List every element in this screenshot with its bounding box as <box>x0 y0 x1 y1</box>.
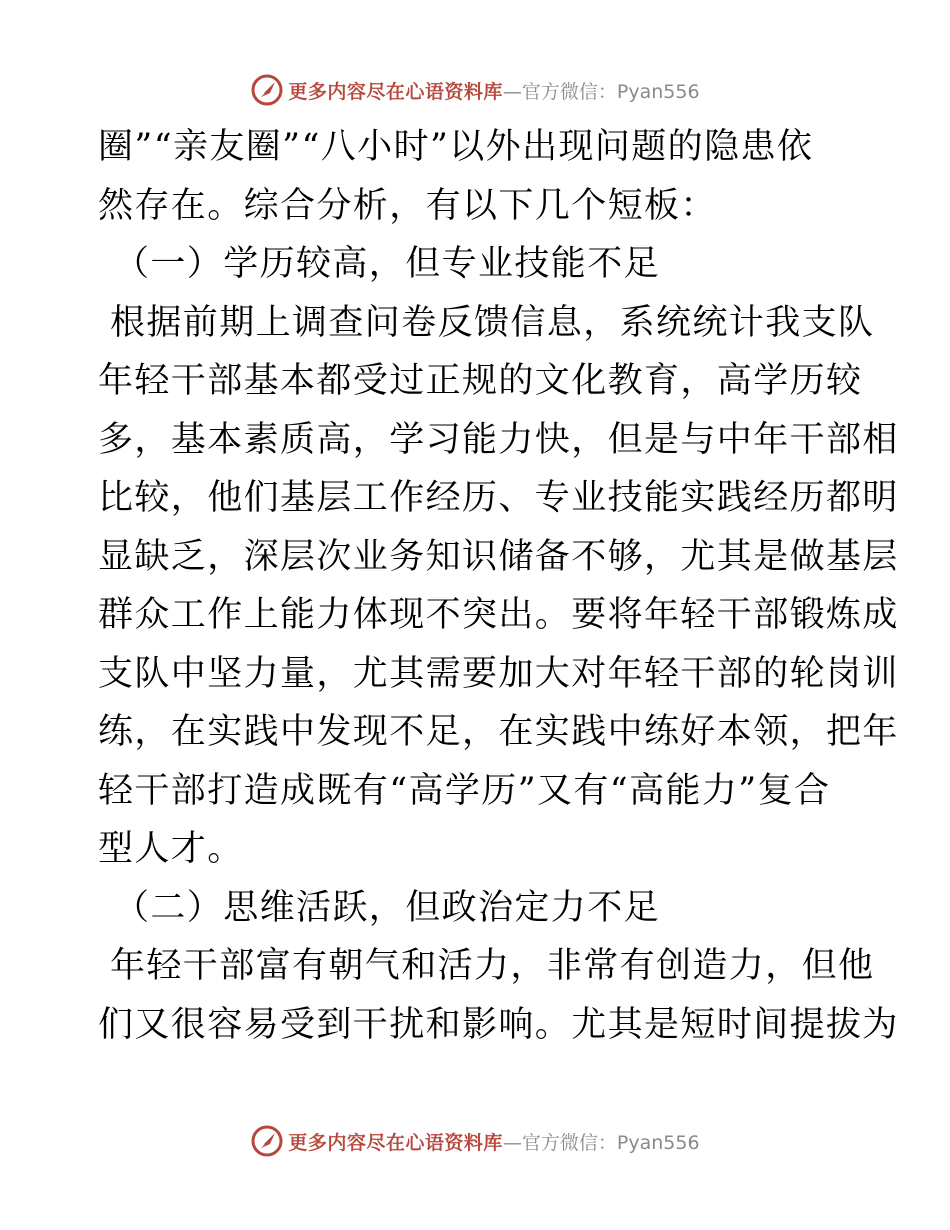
paragraph-first-line: 年轻干部富有朝气和活力，非常有创造力，但他 <box>110 946 875 986</box>
document-body <box>98 118 899 1054</box>
watermark-separator: — <box>502 1131 522 1154</box>
text-line: 练，在实践中发现不足，在实践中练好本领，把年 <box>98 712 899 752</box>
text-line: 然存在。综合分析，有以下几个短板： <box>98 185 717 226</box>
text-line: 轻干部打造成既有“高学历”又有“高能力”复合 <box>98 770 831 811</box>
watermark-brand: 更多内容尽在心语资料库 <box>288 1131 503 1154</box>
watermark-contact: 官方微信：Pyan556 <box>521 80 700 103</box>
text-line: 群众工作上能力体现不突出。要将年轻干部锻炼成 <box>98 595 899 635</box>
text-line: 型人才。 <box>98 829 244 869</box>
paragraph-first-line: 根据前期上调查问卷反馈信息，系统统计我支队 <box>110 302 875 343</box>
section-heading: （二）思维活跃，但政治定力不足 <box>114 887 661 928</box>
text-line: 显缺乏，深层次业务知识储备不够，尤其是做基层 <box>98 536 899 577</box>
text-line: 年轻干部基本都受过正规的文化教育，高学历较 <box>98 361 863 401</box>
text-line: 多，基本素质高，学习能力快，但是与中年干部相 <box>98 419 899 460</box>
text-line: 们又很容易受到干扰和影响。尤其是短时间提拔为 <box>98 1004 899 1045</box>
watermark-contact: 官方微信：Pyan556 <box>521 1131 700 1154</box>
footer-watermark <box>0 1121 950 1161</box>
text-line: 比较，他们基层工作经历、专业技能实践经历都明 <box>98 478 899 518</box>
header-watermark <box>0 70 950 110</box>
watermark-separator: — <box>502 80 522 103</box>
text-line: 支队中坚力量，尤其需要加大对年轻干部的轮岗训 <box>98 653 899 694</box>
feather-pen-logo-icon <box>250 1124 284 1158</box>
watermark-brand: 更多内容尽在心语资料库 <box>288 80 503 103</box>
text-line: 圈”“亲友圈”“八小时”以外出现问题的隐患依 <box>98 127 814 167</box>
section-heading: （一）学历较高，但专业技能不足 <box>114 244 661 284</box>
feather-pen-logo-icon <box>250 73 284 107</box>
